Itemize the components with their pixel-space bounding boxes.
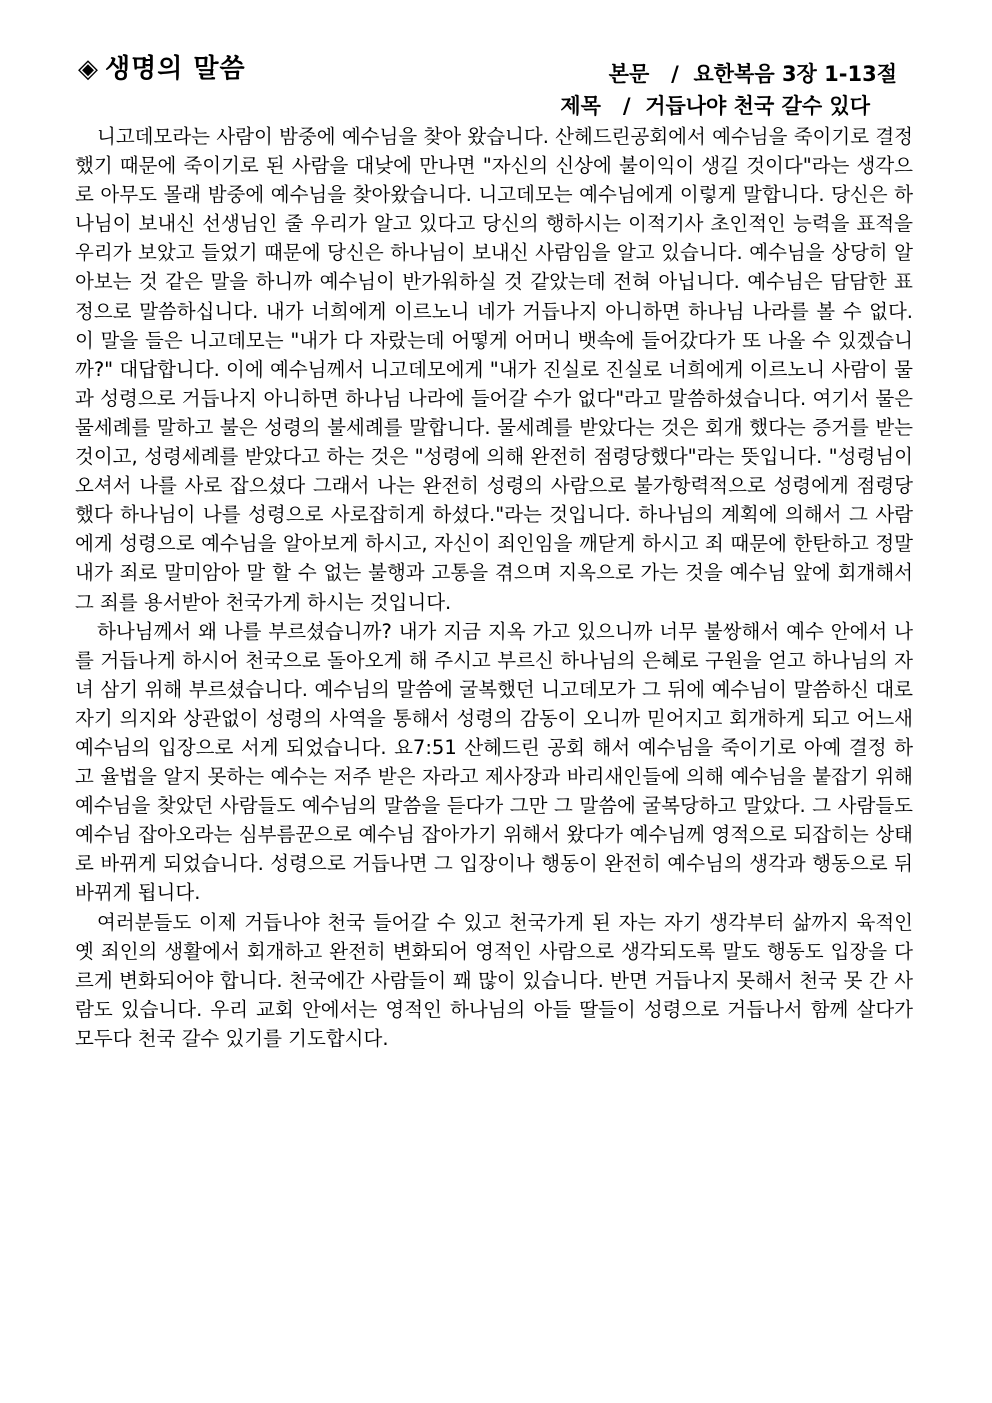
sermon-title: 거듭나야 천국 갈수 있다	[645, 94, 870, 118]
paragraph: 여러분들도 이제 거듭나야 천국 들어갈 수 있고 천국가게 된 자는 자기 생각부터 삶까지 육적인 옛 죄인의 생활에서 회개하고 완전히 변화되어 영적인 사람으로 생각되도록 말도 행동도 입장을 다르게 변화되어야 합니다. 천국에간 사람들이 꽤 많이 있습니다. 반면 거듭나지 못해서 천국 못 간 사람도 있습니다. 우리 교회 안에서는 영적인 하나님의 아들 딸들이 성령으로 거듭나서 함께 살다가 모두다 천국 갈수 있기를 기도합시다.	[75, 910, 913, 1050]
scripture-label: 본문	[608, 62, 650, 86]
section-heading	[78, 48, 246, 85]
diamond-bullet-icon: ◈	[78, 54, 99, 84]
scripture-reference	[609, 58, 897, 88]
section-title: 생명의 말씀	[105, 54, 246, 84]
scripture-separator: /	[656, 62, 687, 86]
paragraph: 니고데모라는 사람이 밤중에 예수님을 찾아 왔습니다. 산헤드린공회에서 예수님을 죽이기로 결정했기 때문에 죽이기로 된 사람을 대낮에 만나면 "자신의 신상에 불이익이 생길 것이다"라는 생각으로 아무도 몰래 밤중에 예수님을 찾아왔습니다. 니고데모는 예수님에게 이렇게 말합니다. 당신은 하나님이 보내신 선생님인 줄 우리가 알고 있다고 당신의 행하시는 이적기사 초인적인 능력을 표적을 우리가 보았고 들었기 때문에 당신은 하나님이 보내신 사람임을 알고 있습니다. 예수님을 상당히 알아보는 것 같은 말을 하니까 예수님이 반가워하실 것 같았는데 전혀 아닙니다. 예수님은 담담한 표정으로 말씀하십니다. 내가 너희에게 이르노니 네가 거듭나지 아니하면 하나님 나라를 볼 수 없다. 이 말을 들은 니고데모는 "내가 다 자랐는데 어떻게 어머니 뱃속에 들어갔다가 또 나올 수 있겠습니까?" 대답합니다. 이에 예수님께서 니고데모에게 "내가 진실로 진실로 너희에게 이르노니 사람이 물과 성령으로 거듭나지 아니하면 하나님 나라에 들어갈 수가 없다"라고 말씀하셨습니다. 여기서 물은 물세례를 말하고 불은 성령의 불세례를 말합니다. 물세례를 받았다는 것은 회개 했다는 증거를 받는 것이고, 성령세례를 받았다고 하는 것은 "성령에 의해 완전히 점령당했다"라는 뜻입니다. "성령님이 오셔서 나를 사로 잡으셨다 그래서 나는 완전히 성령의 사람으로 불가항력적으로 성령에게 점령당했다 하나님이 나를 성령으로 사로잡히게 하셨다."라는 것입니다. 하나님의 계획에 의해서 그 사람에게 성령으로 예수님을 알아보게 하시고, 자신이 죄인임을 깨닫게 하시고 죄 때문에 한탄하고 정말 내가 죄로 말미암아 말 할 수 없는 불행과 고통을 겪으며 지옥으로 가는 것을 예수님 앞에 회개해서 그 죄를 용서받아 천국가게 하시는 것입니다.	[75, 125, 913, 614]
scripture-ref: 요한복음 3장 1-13절	[693, 62, 897, 86]
paragraph: 하나님께서 왜 나를 부르셨습니까? 내가 지금 지옥 가고 있으니까 너무 불쌍해서 예수 안에서 나를 거듭나게 하시어 천국으로 돌아오게 해 주시고 부르신 하나님의 은혜로 구원을 얻고 하나님의 자녀 삼기 위해 부르셨습니다. 예수님의 말씀에 굴복했던 니고데모가 그 뒤에 예수님이 말씀하신 대로 자기 의지와 상관없이 성령의 사역을 통해서 성령의 감동이 오니까 믿어지고 회개하게 되고 어느새 예수님의 입장으로 서게 되었습니다. 요7:51 산헤드린 공회 해서 예수님을 죽이기로 아예 결정 하고 율법을 알지 못하는 예수는 저주 받은 자라고 제사장과 바리새인들에 의해 예수님을 붙잡기 위해 예수님을 찾았던 사람들도 예수님의 말씀을 듣다가 그만 그 말씀에 굴복당하고 말았다. 그 사람들도 예수님 잡아오라는 심부름꾼으로 예수님 잡아가기 위해서 왔다가 예수님께 영적으로 되잡히는 상태로 바뀌게 되었습니다. 성령으로 거듭나면 그 입장이나 행동이 완전히 예수님의 생각과 행동으로 뒤바뀌게 됩니다.	[75, 619, 913, 905]
sermon-title-line	[560, 90, 870, 120]
sermon-body	[75, 122, 913, 1053]
sermon-title-label: 제목	[560, 94, 601, 118]
sermon-title-separator: /	[608, 94, 638, 118]
